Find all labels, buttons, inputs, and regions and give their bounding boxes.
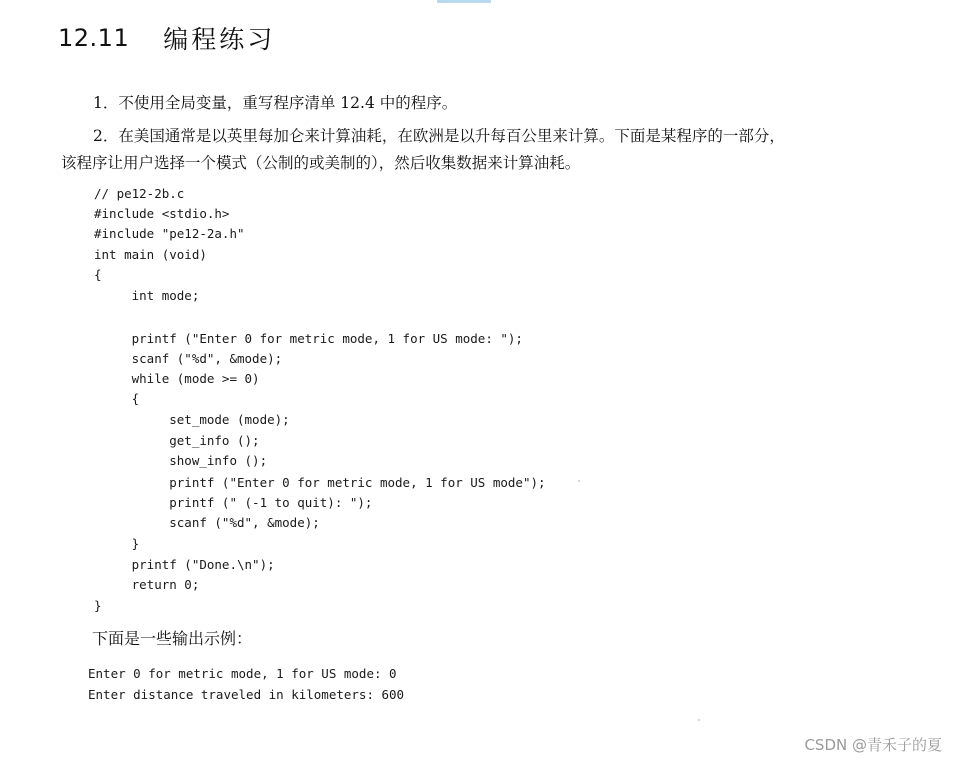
code-line: { <box>94 267 102 282</box>
code-line: set_mode (mode); <box>94 412 290 427</box>
exercise-2-text-line-2: 该程序让用户选择一个模式（公制的或美制的），然后收集数据来计算油耗。 <box>61 154 581 172</box>
section-number: 12.11 <box>58 24 130 52</box>
sample-output-line: Enter distance traveled in kilometers: 600 <box>88 687 405 702</box>
code-line: return 0; <box>94 577 200 592</box>
code-line: printf ("Done.\n"); <box>94 557 275 572</box>
code-line: #include <stdio.h> <box>94 206 230 221</box>
section-title: 编程练习 <box>163 25 276 54</box>
code-line: printf ("Enter 0 for metric mode, 1 for US mode"); <box>94 475 546 490</box>
code-line: scanf ("%d", &mode); <box>94 515 320 530</box>
code-line: scanf ("%d", &mode); <box>94 351 283 366</box>
code-line: get_info (); <box>94 433 260 448</box>
code-line: { <box>94 391 140 406</box>
scan-speck <box>698 719 700 721</box>
code-line: // pe12-2b.c <box>94 186 185 201</box>
code-line: show_info (); <box>94 453 268 468</box>
section-heading <box>58 22 275 54</box>
code-line: int main (void) <box>94 247 207 262</box>
sample-output-line: Enter 0 for metric mode, 1 for US mode: 0 <box>88 666 397 681</box>
code-line: printf (" (-1 to quit): "); <box>94 495 373 510</box>
code-line: printf ("Enter 0 for metric mode, 1 for US mode: "); <box>94 331 523 346</box>
code-line: while (mode >= 0) <box>94 371 260 386</box>
exercise-1-text: 1．不使用全局变量，重写程序清单 12.4 中的程序。 <box>93 94 458 112</box>
scan-speck <box>578 480 580 482</box>
sample-output-heading: 下面是一些输出示例： <box>92 629 253 648</box>
code-line: } <box>94 598 102 613</box>
exercise-2-text-line-1: 2．在美国通常是以英里每加仑来计算油耗，在欧洲是以升每百公里来计算。下面是某程序的一部分， <box>93 127 785 145</box>
top-accent-bar <box>437 0 491 3</box>
code-line: int mode; <box>94 288 200 303</box>
watermark: CSDN @青禾子的夏 <box>804 736 942 754</box>
code-line: #include "pe12-2a.h" <box>94 226 245 241</box>
code-line: } <box>94 536 140 551</box>
